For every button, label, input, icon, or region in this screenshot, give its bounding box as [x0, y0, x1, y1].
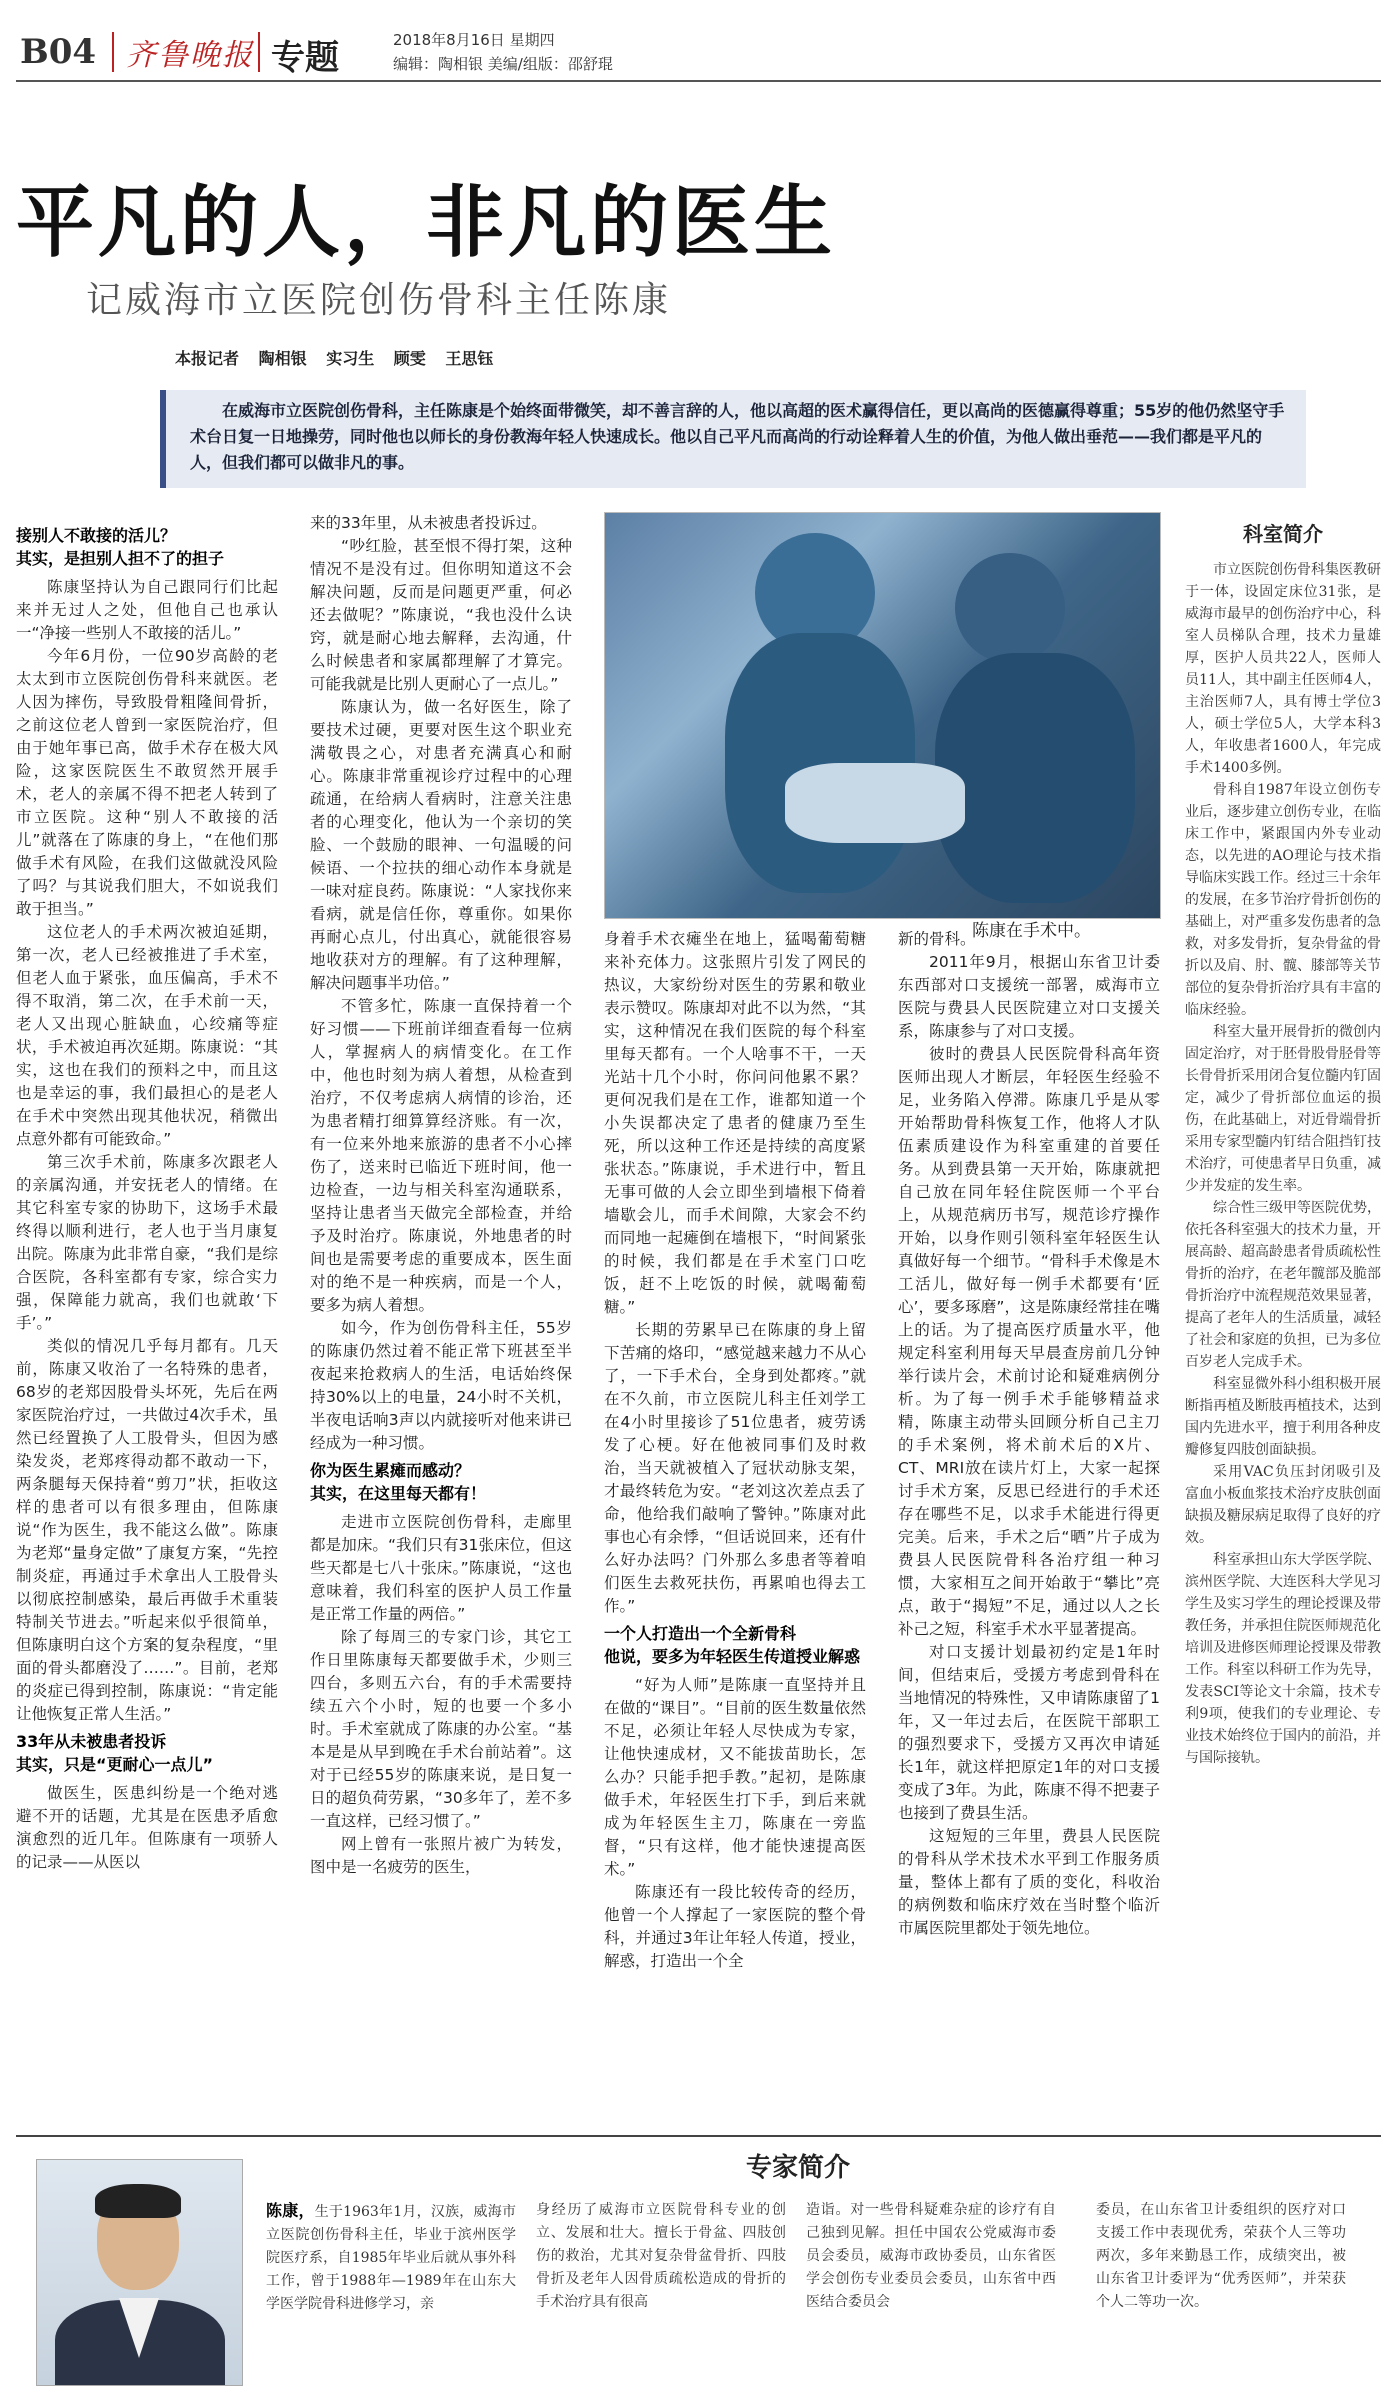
header-divider: [112, 32, 114, 72]
paragraph: 网上曾有一张照片被广为转发，图中是一名疲劳的医生，: [310, 1835, 572, 1876]
surgeon-figure: [935, 653, 1135, 903]
expert-profile: [16, 2135, 1381, 2392]
byline-item: 陶相银: [258, 349, 307, 368]
paragraph: 不管多忙，陈康一直保持着一个好习惯——下班前详细查看每一位病人，掌握病人的病情变化。在工作中，他也时刻为病人着想，从检查到治疗，不仅考虑病人病情的诊治，还为患者精打细算算经济账。有一次，有一位来外地来旅游的患者不小心摔伤了，送来时已临近下班时间，他一边检查，一边与相关科室沟通联系，坚持让患者当天做完全部检查，并给予及时治疗。陈康说，外地患者的时间也是需要考虑的重要成本，医生面对的绝不是一种疾病，而是一个人，要多为病人着想。: [310, 997, 572, 1314]
paragraph: 身着手术衣瘫坐在地上，猛喝葡萄糖来补充体力。这张照片引发了网民的热议，大家纷纷对医生的劳累和敬业表示赞叹。陈康却对此不以为然，“其实，这种情况在我们医院的每个科室里每天都有。一个人啥事不干，一天光站十几个小时，你问问他累不累？更何况我们是在工作，谁都知道一个小失误都决定了患者的健康乃至生死，所以这种工作还是持续的高度紧张状态。”陈康说，手术进行中，暂且无事可做的人会立即坐到墙根下倚着墙歇会儿，而手术间隙，大家会不约而同地一起瘫倒在墙根下，“时间紧张的时候，我们都是在手术室门口吃饭，赶不上吃饭的时候，就喝葡萄糖。”: [604, 930, 866, 1316]
operating-field: [785, 763, 965, 843]
sidebar-paragraph: 市立医院创伤骨科集医教研于一体，设固定床位31张，是威海市最早的创伤治疗中心，科室人员梯队合理，技术力量雄厚，医护人员共22人，医师人员11人，其中副主任医师4人，主治医师7人，具有博士学位3人，硕士学位5人，大学本科3人，年收患者1600人，年完成手术1400多例。: [1185, 562, 1381, 776]
date-line: 2018年8月16日 星期四: [393, 31, 555, 49]
paragraph: 除了每周三的专家门诊，其它工作日里陈康每天都要做手术，少则三四台，多则五六台，有的手术需要持续五六个小时，短的也要一个多小时。手术室就成了陈康的办公室。“基本是是从早到晚在手术台前站着”。这对于已经55岁的陈康来说，是日复一日的超负荷劳累，“30多年了，差不多一直这样，已经习惯了。”: [310, 1628, 572, 1830]
column-4: [898, 928, 1160, 1940]
byline: [175, 346, 507, 369]
lead-text: 在威海市立医院创伤骨科，主任陈康是个始终面带微笑，却不善言辞的人，他以高超的医术赢得信任，更以高尚的医德赢得尊重；55岁的他仍然坚守手术台日复一日地操劳，同时他也以师长的身份教海年轻人快速成长。他以自己平凡而高尚的行动诠释着人生的价值，为他人做出垂范——我们都是平凡的人，但我们都可以做非凡的事。: [190, 401, 1285, 472]
paragraph: 陈康还有一段比较传奇的经历，他曾一个人撑起了一家医院的整个骨科，并通过3年让年轻人传道，授业，解惑，打造出一个全: [604, 1883, 866, 1970]
paragraph: 如今，作为创伤骨科主任，55岁的陈康仍然过着不能正常下班甚至半夜起来抢救病人的生活，电话始终保持30%以上的电量，24小时不关机，半夜电话响3声以内就接听对他来讲已经成为一种习惯。: [310, 1319, 572, 1452]
paragraph: “好为人师”是陈康一直坚持并且在做的“课目”。“目前的医生数量依然不足，必须让年轻人尽快成为专家，让他快速成材，又不能拔苗助长，怎么办？只能手把手教。”起初，是陈康做手术，年轻医生打下手，到后来就成为年轻医生主刀，陈康在一旁监督，“只有这样，他才能快速提高医术。”: [604, 1676, 866, 1878]
surgery-photo: [604, 512, 1161, 919]
byline-item: 本报记者: [175, 349, 240, 368]
portrait-hair: [95, 2184, 181, 2218]
portrait-photo: [36, 2159, 243, 2386]
column-1: [16, 520, 278, 1874]
paragraph: 彼时的费县人民医院骨科高年资医师出现人才断层，年轻医生经验不足，业务陷入停滞。陈康几乎是从零开始帮助骨科恢复工作，他将人才队伍素质建设作为科室重建的首要任务。从到费县第一天开始，陈康就把自己放在同年轻住院医师一个平台上，从规范病历书写，规范诊疗操作开始，以身作则引领科室年轻医生认真做好每一个细节。“骨科手术像是木工活儿，做好每一例手术都要有‘匠心’，要多琢磨”，这是陈康经常挂在嘴上的话。为了提高医疗质量水平，他规定科室利用每天早晨查房前几分钟举行读片会，术前讨论和疑难病例分析。为了每一例手术手能够精益求精，陈康主动带头回顾分析自己主刀的手术案例，将术前术后的X片、CT、MRI放在读片灯上，大家一起探讨手术方案，反思已经进行的手术还存在哪些不足，以求手术能进行得更完美。后来，手术之后“晒”片子成为费县人民医院骨科各治疗组一种习惯，大家相互之间开始敢于“攀比”亮点，敢于“揭短”不足，通过以人之长补己之短，科室手术水平显著提高。: [898, 1045, 1160, 1638]
byline-item: 王思钰: [445, 349, 494, 368]
paper-name-logo: 齐鲁晚报: [126, 38, 254, 73]
section-heading: 你为医生累瘫而感动？ 其实，在这里每天都有！: [310, 1461, 487, 1503]
expert-title: 专家简介: [746, 2153, 851, 2183]
paragraph: 走进市立医院创伤骨科，走廊里都是加床。“我们只有31张床位，但这些天都是七八十张床。”陈康说，“这也意味着，我们科室的医护人员工作量是正常工作量的两倍。”: [310, 1513, 572, 1623]
page-code: B04: [20, 32, 97, 72]
section-name: 专题: [271, 38, 339, 78]
paragraph: 来的33年里，从未被患者投诉过。: [310, 514, 547, 532]
paragraph: 2011年9月，根据山东省卫计委东西部对口支援统一部署，威海市立医院与费县人民医院建立对口支援关系，陈康参与了对口支援。: [898, 953, 1160, 1040]
paragraph: 这位老人的手术两次被迫延期，第一次，老人已经被推进了手术室，但老人血于紧张，血压偏高，手术不得不取消，第二次，在手术前一天，老人又出现心脏缺血，心绞痛等症状，手术被迫再次延期。陈康说：“其实，这也在我们的预料之中，而且这也是幸运的事，我们最担心的是老人在手术中突然出现其他状况，稍微出点意外都有可能致命。”: [16, 923, 278, 1148]
expert-text: 造诣。对一些骨科疑难杂症的诊疗有自己独到见解。担任中国农公党威海市委员会委员，威海市政协委员，山东省医学会创伤专业委员会委员，山东省中西医结合委员会: [806, 2202, 1056, 2310]
article-subtitle: 记威海市立医院创伤骨科主任陈康: [86, 280, 672, 321]
sidebar-paragraph: 采用VAC负压封闭吸引及富血小板血浆技术治疗皮肤创面缺损及糖尿病足取得了良好的疗效。: [1185, 1464, 1381, 1546]
article-title: 平凡的人，非凡的医生: [16, 177, 837, 268]
sidebar-paragraph: 科室承担山东大学医学院、滨州医学院、大连医科大学见习学生及实习学生的理论授课及带教任务，并承担住院医师规范化培训及进修医师理论授课及带教工作。科室以科研工作为先导，发表SCI等论文十余篇，技术专利9项，使我们的专业理论、专业技术始终位于国内的前沿，并与国际接轨。: [1185, 1552, 1381, 1766]
section-heading: 33年从未被患者投诉 其实，只是“更耐心一点儿”: [16, 1732, 214, 1774]
editor-line: 编辑：陶相银 美编/组版：邵舒琨: [393, 55, 613, 73]
byline-item: 实习生: [326, 349, 375, 368]
sidebar-paragraph: 科室显微外科小组积极开展断指再植及断肢再植技术，达到国内先进水平，擅于利用各种皮瓣修复四肢创面缺损。: [1185, 1376, 1381, 1458]
paragraph: 这短短的三年里，费县人民医院的骨科从学术技术水平到工作服务质量，整体上都有了质的变化，科收治的病例数和临床疗效在当时整个临沂市属医院里都处于领先地位。: [898, 1827, 1160, 1937]
section-heading: 一个人打造出一个全新骨科 他说，要多为年轻医生传道授业解惑: [604, 1624, 861, 1666]
expert-name: 陈康，: [266, 2201, 315, 2220]
department-sidebar: [1185, 518, 1381, 1769]
page-header: [16, 22, 1381, 84]
photo-caption: 陈康在手术中。: [972, 921, 1091, 941]
paragraph: 类似的情况几乎每月都有。几天前，陈康又收治了一名特殊的患者，68岁的老郑因股骨头坏死，先后在两家医院治疗过，一共做过4次手术，虽然已经置换了人工股骨头，但因为感染发炎，老郑疼得动都不敢动一下，两条腿每天保持着“剪刀”状，拒收这样的患者可以有很多理由，但陈康说“作为医生，我不能这么做”。陈康为老郑“量身定做”了康复方案，“先控制炎症，再通过手术拿出人工股骨头以彻底控制感染，最后再做手术重装特制关节进去。”听起来似乎很简单，但陈康明白这个方案的复杂程度，“里面的骨头都磨没了……”。目前，老郑的炎症已得到控制，陈康说：“肯定能让他恢复正常人生活。”: [16, 1337, 278, 1723]
header-meta: [393, 28, 613, 76]
sidebar-paragraph: 骨科自1987年设立创伤专业后，逐步建立创伤专业，在临床工作中，紧跟国内外专业动态，以先进的AO理论与技术指导临床实践工作。经过三十余年的发展，在多节治疗骨折创伤的基础上，对严重多发伤患者的急救，对多发骨折，复杂骨盆的骨折以及肩、肘、髋、膝部等关节部位的复杂骨折治疗具有丰富的临床经验。: [1185, 782, 1381, 1018]
paragraph: 长期的劳累早已在陈康的身上留下苦痛的烙印，“感觉越来越力不从心了，一下手术台，全身到处都疼。”就在不久前，市立医院儿科主任刘学工在4小时里接诊了51位患者，疲劳诱发了心梗。好在他被同事们及时救治，当天就被植入了冠状动脉支架，才最终转危为安。“老刘这次差点丢了命，他给我们敲响了警钟。”陈康对此事也心有余悸，“但话说回来，还有什么好办法吗？门外那么多患者等着咱们医生去救死扶伤，再累咱也得去工作。”: [604, 1321, 866, 1615]
sidebar-paragraph: 综合性三级甲等医院优势，依托各科室强大的技术力量，开展高龄、超高龄患者骨质疏松性骨折的治疗，在老年髋部及脆部骨折治疗中流程规范效果显著，提高了老年人的生活质量，减轻了社会和家庭的负担，已为多位百岁老人完成手术。: [1185, 1200, 1381, 1370]
section-heading: 接别人不敢接的活儿？ 其实，是担别人担不了的担子: [16, 526, 225, 568]
surgeon-figure: [955, 553, 1065, 663]
paragraph: 陈康坚持认为自己跟同行们比起来并无过人之处，但他自己也承认一“净接一些别人不敢接的活儿。”: [16, 578, 278, 642]
column-3: [604, 928, 866, 1973]
header-divider: [258, 32, 260, 72]
paragraph: “吵红脸，甚至恨不得打架，这种情况不是没有过。但你明知道这不会解决问题，反而是问题更严重，何必还去做呢？”陈康说，“我也没什么诀窍，就是耐心地去解释，去沟通，什么时候患者和家属都理解了才算完。可能我就是比别人更耐心了一点儿。”: [310, 537, 572, 693]
sidebar-paragraph: 科室大量开展骨折的微创内固定治疗，对于胚骨股骨胫骨等长骨骨折采用闭合复位髓内钉固定，减少了骨折部位血运的损伤，在此基础上，对近骨端骨折采用专家型髓内钉结合阻挡钉技术治疗，可使患者早日负重，减少并发症的发生率。: [1185, 1024, 1381, 1194]
expert-text: 陈康，生于1963年1月，汉族，威海市立医院创伤骨科主任，毕业于滨州医学院医疗系，自1985年毕业后就从事外科工作，曾于1988年—1989年在山东大学医学院骨科进修学习，亲: [266, 2201, 516, 2312]
lead-box: [160, 390, 1306, 488]
paragraph: 做医生，医患纠纷是一个绝对逃避不开的话题，尤其是在医患矛盾愈演愈烈的近几年。但陈康有一项骄人的记录——从医以: [16, 1784, 278, 1871]
paragraph: 对口支援计划最初约定是1年时间，但结束后，受援方考虑到骨科在当地情况的特殊性，又申请陈康留了1年，又一年过去后，在医院干部职工的强烈要求下，受援方又再次申请延长1年，就这样把原定1年的对口支援变成了3年。为此，陈康不得不把妻子也接到了费县生活。: [898, 1643, 1160, 1822]
column-2: [310, 512, 572, 1879]
paragraph: 第三次手术前，陈康多次跟老人的亲属沟通，并安抚老人的情绪。在其它科室专家的协助下，这场手术最终得以顺利进行，老人也于当月康复出院。陈康为此非常自豪，“我们是综合医院，各科室都有专家，综合实力强，保障能力就高，我们也就敢‘下手’。”: [16, 1153, 278, 1332]
expert-text: 身经历了威海市立医院骨科专业的创立、发展和壮大。擅长于骨盆、四肢创伤的救治，尤其对复杂骨盆骨折、四肢骨折及老年人因骨质疏松造成的骨折的手术治疗具有很高: [536, 2202, 786, 2310]
sidebar-title: 科室简介: [1243, 522, 1323, 546]
header-rule: [16, 80, 1381, 82]
paragraph: 今年6月份，一位90岁高龄的老太太到市立医院创伤骨科来就医。老人因为摔伤，导致股骨粗隆间骨折，之前这位老人曾到一家医院治疗，但由于她年事已高，做手术存在极大风险，这家医院医生不敢贸然开展手术，老人的亲属不得不把老人转到了市立医院。这种“别人不敢接的活儿”就落在了陈康的身上，“在他们那做手术有风险，在我们这做就没风险了吗？与其说我们胆大，不如说我们敢于担当。”: [16, 647, 278, 918]
byline-item: 顾雯: [393, 349, 426, 368]
expert-text: 委员，在山东省卫计委组织的医疗对口支援工作中表现优秀，荣获个人三等功两次，多年来勤恳工作，成绩突出，被山东省卫计委评为“优秀医师”，并荣获个人二等功一次。: [1096, 2202, 1346, 2310]
paragraph: 陈康认为，做一名好医生，除了要技术过硬，更要对医生这个职业充满敬畏之心，对患者充满真心和耐心。陈康非常重视诊疗过程中的心理疏通，在给病人看病时，注意关注患者的心理变化，他认为一个亲切的笑脸、一个鼓励的眼神、一句温暖的问候语、一个拉扶的细心动作本身就是一味对症良药。陈康说：“人家找你来看病，就是信任你，尊重你。如果你再耐心点儿，付出真心，就能很容易地收获对方的理解。有了这种理解，解决问题事半功倍。”: [310, 698, 572, 992]
paragraph: 新的骨科。: [898, 930, 976, 948]
